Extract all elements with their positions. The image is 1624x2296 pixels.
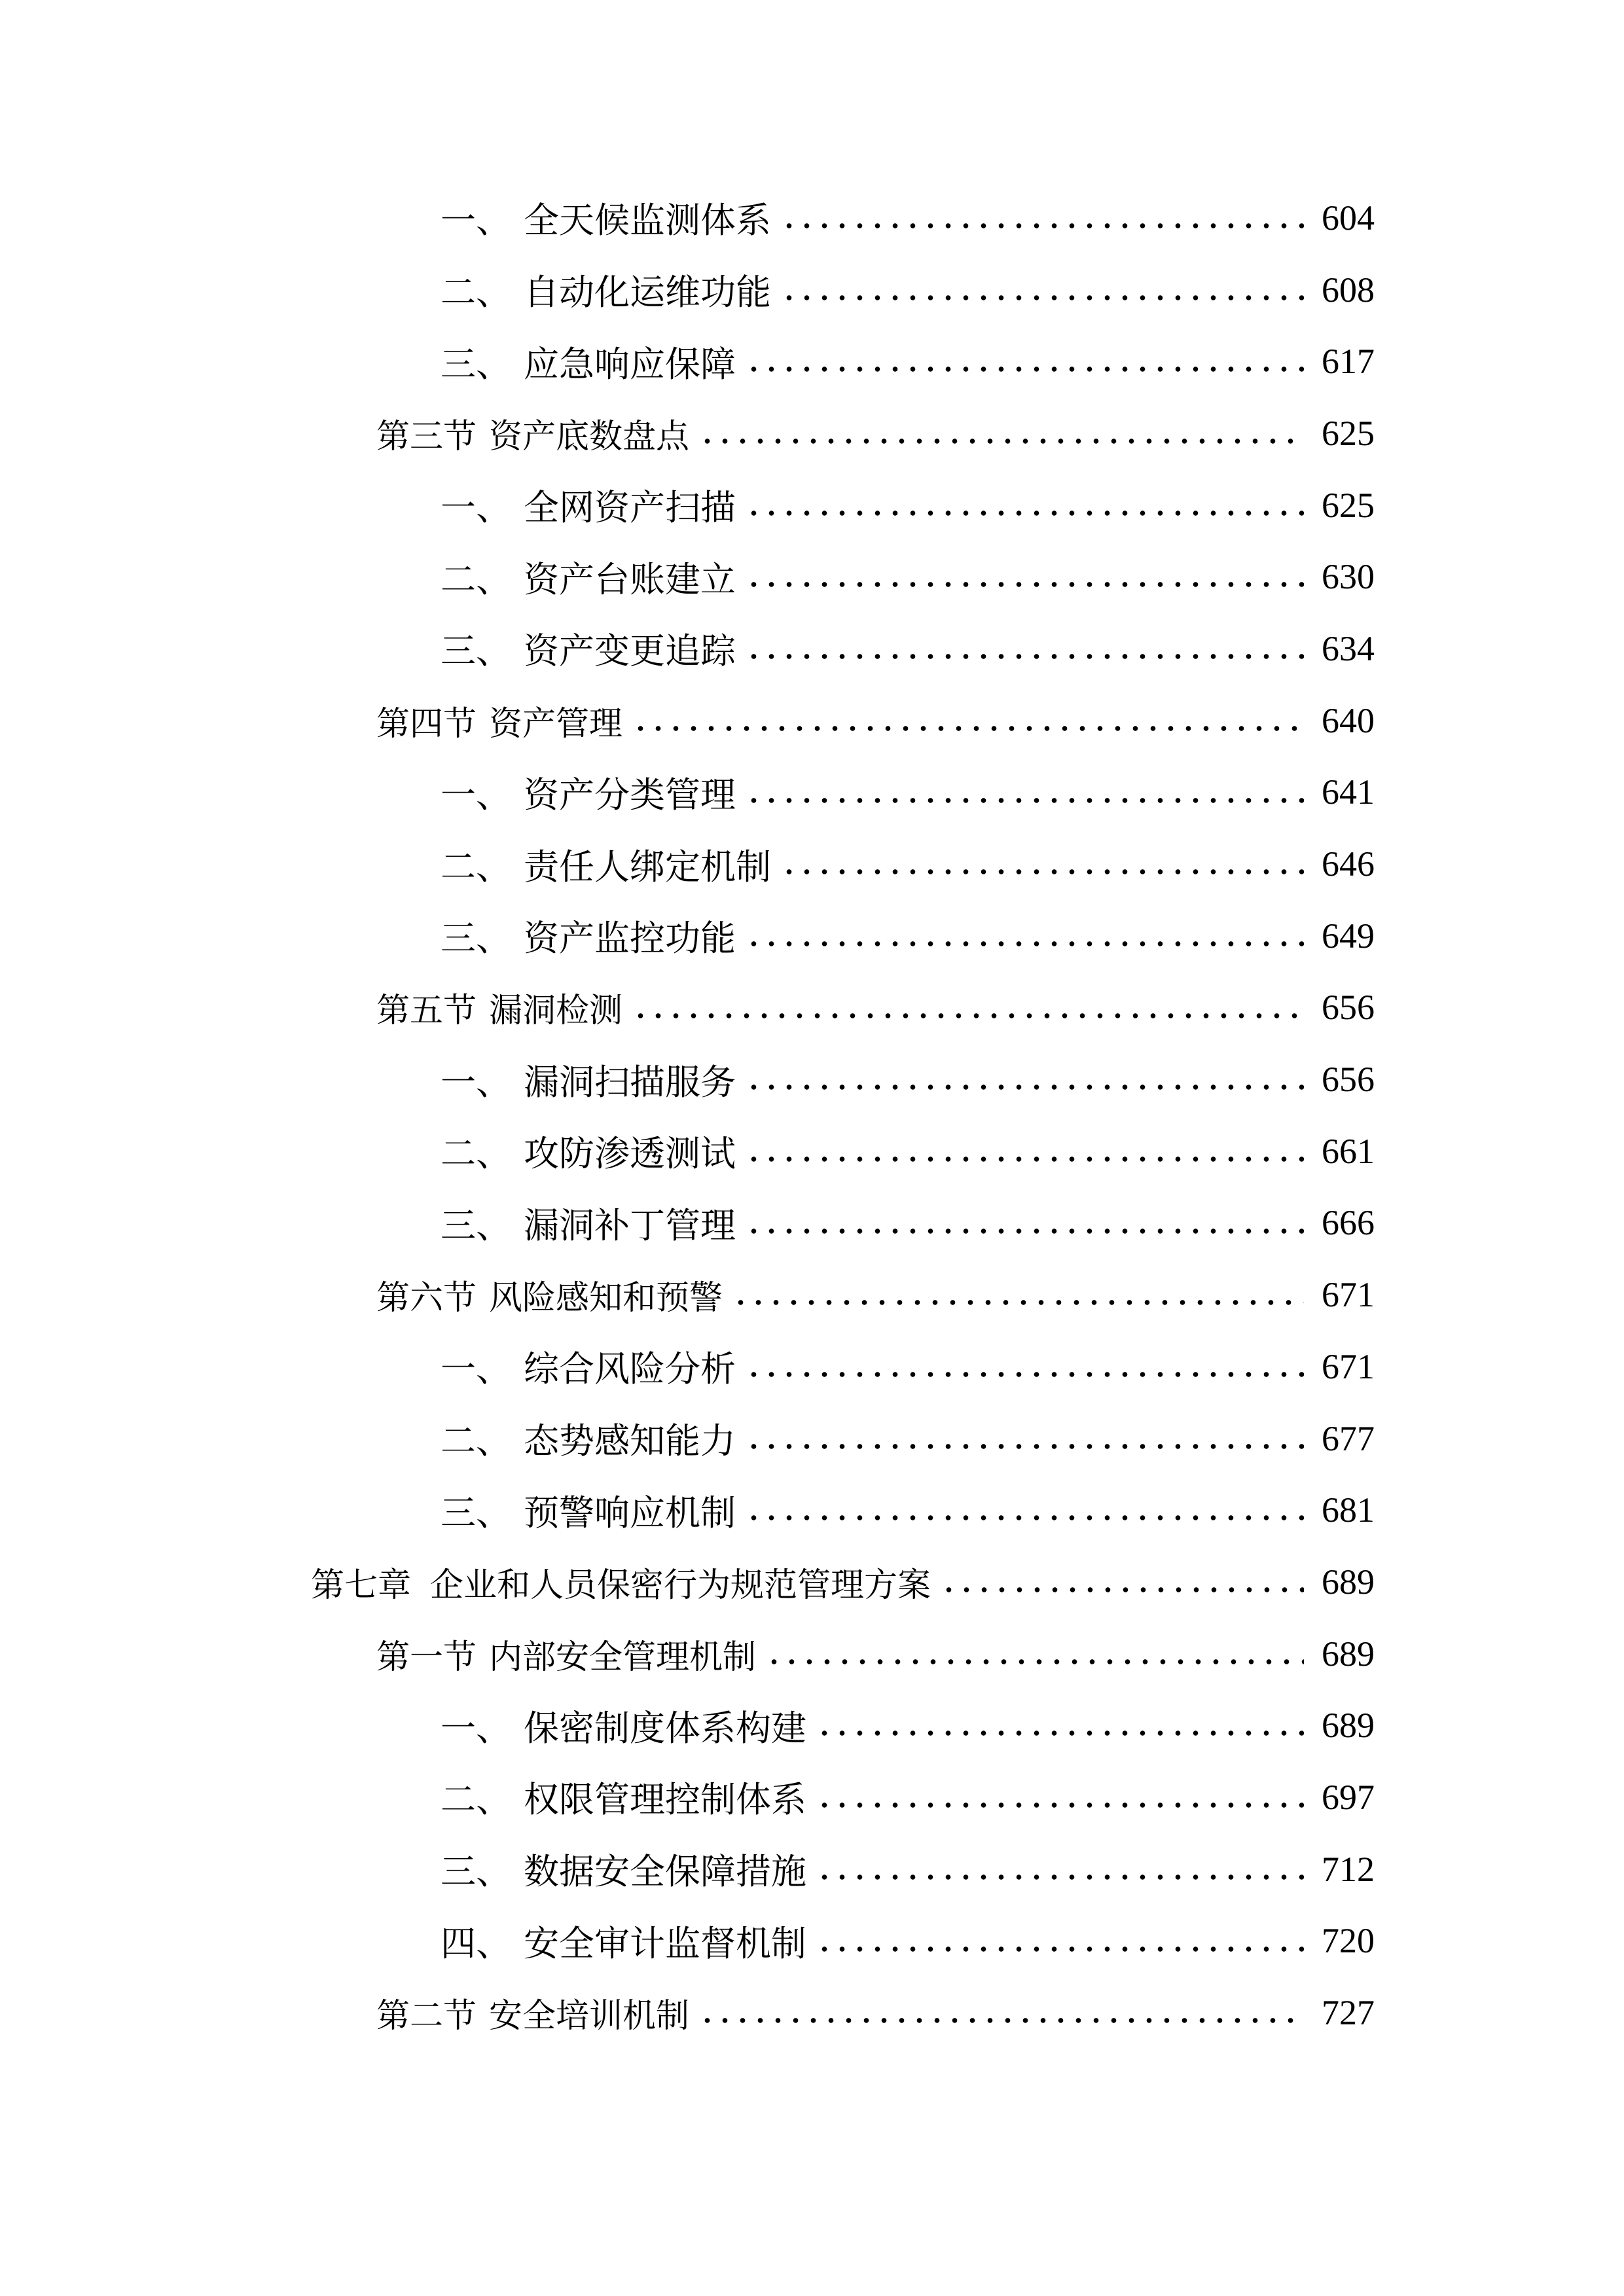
- toc-entry-title: 资产底数盘点: [489, 418, 690, 456]
- toc-entry[interactable]: [0, 182, 1624, 254]
- toc-entry[interactable]: [0, 1259, 1624, 1331]
- toc-entry-title: 资产变更追踪: [524, 632, 736, 672]
- toc-entry[interactable]: [0, 613, 1624, 685]
- toc-entry-page-number: 666: [1322, 1203, 1375, 1243]
- toc-entry[interactable]: [0, 900, 1624, 972]
- toc-entry-page-number: 617: [1322, 342, 1375, 382]
- toc-entry-label: 第六节: [376, 1280, 477, 1318]
- toc-entry-label: 一、: [441, 1350, 511, 1390]
- toc-entry-page-number: 649: [1322, 916, 1375, 956]
- toc-entry[interactable]: [0, 1833, 1624, 1905]
- toc-entry-page-number: 720: [1322, 1921, 1375, 1961]
- toc-entry-page-number: 656: [1322, 1060, 1375, 1100]
- toc-entry-page-number: 677: [1322, 1418, 1375, 1458]
- toc-entry-title: 责任人绑定机制: [524, 847, 771, 887]
- toc-entry-label: 二、: [441, 1422, 511, 1462]
- toc-leader-dots: [816, 1761, 1304, 1833]
- toc-entry-page-number: 625: [1322, 413, 1375, 453]
- toc-leader-dots: [940, 1546, 1304, 1618]
- toc-entry[interactable]: [0, 1115, 1624, 1187]
- toc-entry-title: 安全培训机制: [489, 1998, 690, 2036]
- toc-entry-label: 第七章: [311, 1567, 412, 1604]
- toc-entry-page-number: 661: [1322, 1131, 1375, 1171]
- toc-entry-label: 三、: [441, 344, 511, 384]
- toc-entry[interactable]: [0, 1403, 1624, 1475]
- toc-entry[interactable]: [0, 685, 1624, 757]
- toc-leader-dots: [732, 1259, 1304, 1331]
- toc-entry[interactable]: [0, 1474, 1624, 1546]
- toc-entry-label: 三、: [441, 632, 511, 672]
- toc-entry[interactable]: [0, 1187, 1624, 1259]
- toc-entry-label: 二、: [441, 1780, 511, 1820]
- toc-leader-dots: [745, 1474, 1304, 1546]
- toc-leader-dots: [745, 1403, 1304, 1475]
- toc-entry-page-number: 646: [1322, 844, 1375, 884]
- toc-entry-title: 全网资产扫描: [524, 488, 736, 528]
- toc-entry-label: 第三节: [376, 418, 477, 456]
- toc-entry[interactable]: [0, 469, 1624, 541]
- toc-entry-title: 全天候监测体系: [524, 201, 771, 241]
- toc-entry-label: 三、: [441, 1206, 511, 1246]
- toc-entry-title: 数据安全保障措施: [524, 1852, 806, 1892]
- toc-entry[interactable]: [0, 1546, 1624, 1618]
- toc-entry-label: 三、: [441, 1852, 511, 1892]
- toc-leader-dots: [632, 972, 1304, 1044]
- toc-leader-dots: [745, 900, 1304, 972]
- toc-entry[interactable]: [0, 1977, 1624, 2049]
- toc-entry[interactable]: [0, 1689, 1624, 1761]
- toc-entry-title: 漏洞扫描服务: [524, 1062, 736, 1102]
- toc-entry-title: 攻防渗透测试: [524, 1134, 736, 1174]
- toc-entry-label: 二、: [441, 560, 511, 600]
- toc-entry-title: 预警响应机制: [524, 1493, 736, 1533]
- toc-entry-title: 资产台账建立: [524, 560, 736, 600]
- toc-entry[interactable]: [0, 828, 1624, 900]
- toc-entry-page-number: 625: [1322, 485, 1375, 525]
- toc-entry-label: 第五节: [376, 993, 477, 1030]
- toc-entry[interactable]: [0, 541, 1624, 613]
- toc-entry-label: 二、: [441, 1134, 511, 1174]
- toc-leader-dots: [745, 1043, 1304, 1115]
- toc-leader-dots: [745, 325, 1304, 397]
- toc-entry-page-number: 641: [1322, 772, 1375, 812]
- toc-leader-dots: [780, 254, 1304, 326]
- toc-entry-page-number: 689: [1322, 1706, 1375, 1746]
- toc-entry-label: 二、: [441, 273, 511, 313]
- toc-leader-dots: [745, 469, 1304, 541]
- toc-entry-label: 一、: [441, 1062, 511, 1102]
- toc-entry-title: 应急响应保障: [524, 344, 736, 384]
- toc-entry-title: 权限管理控制体系: [524, 1780, 806, 1820]
- toc-leader-dots: [745, 1187, 1304, 1259]
- toc-entry[interactable]: [0, 254, 1624, 326]
- toc-entry-label: 第一节: [376, 1639, 477, 1676]
- toc-entry-label: 一、: [441, 488, 511, 528]
- toc-leader-dots: [816, 1689, 1304, 1761]
- toc-entry-label: 三、: [441, 1493, 511, 1533]
- toc-entry-page-number: 634: [1322, 628, 1375, 668]
- toc-entry-page-number: 608: [1322, 270, 1375, 310]
- toc-entry-page-number: 671: [1322, 1275, 1375, 1315]
- toc-leader-dots: [745, 613, 1304, 685]
- toc-entry-title: 保密制度体系构建: [524, 1708, 806, 1748]
- toc-entry-page-number: 630: [1322, 557, 1375, 597]
- toc-entry-page-number: 640: [1322, 700, 1375, 740]
- toc-leader-dots: [632, 685, 1304, 757]
- toc-leader-dots: [765, 1618, 1304, 1690]
- toc-entry-title: 安全审计监督机制: [524, 1924, 806, 1964]
- toc-entry[interactable]: [0, 397, 1624, 469]
- toc-entry-page-number: 697: [1322, 1777, 1375, 1817]
- toc-entry-title: 综合风险分析: [524, 1350, 736, 1390]
- toc-entry-page-number: 689: [1322, 1634, 1375, 1674]
- toc-entry[interactable]: [0, 325, 1624, 397]
- toc-entry[interactable]: [0, 1905, 1624, 1977]
- toc-entry-label: 一、: [441, 201, 511, 241]
- toc-entry-label: 二、: [441, 847, 511, 887]
- toc-entry[interactable]: [0, 1761, 1624, 1833]
- toc-entry-label: 第四节: [376, 706, 477, 743]
- toc-entry-label: 四、: [441, 1924, 511, 1964]
- toc-leader-dots: [745, 541, 1304, 613]
- toc-entry[interactable]: [0, 1043, 1624, 1115]
- toc-entry-page-number: 681: [1322, 1490, 1375, 1530]
- toc-entry[interactable]: [0, 1331, 1624, 1403]
- toc-entry-label: 一、: [441, 775, 511, 815]
- toc-entry-title: 漏洞补丁管理: [524, 1206, 736, 1246]
- toc-entry-page-number: 712: [1322, 1849, 1375, 1889]
- toc-entry[interactable]: [0, 1618, 1624, 1690]
- toc-entry[interactable]: [0, 972, 1624, 1044]
- toc-entry-label: 三、: [441, 919, 511, 959]
- toc-entry-page-number: 689: [1322, 1562, 1375, 1602]
- toc-leader-dots: [698, 397, 1304, 469]
- toc-entry-title: 资产管理: [489, 706, 623, 743]
- toc-entry-title: 企业和人员保密行为规范管理方案: [430, 1567, 931, 1604]
- toc-entry-title: 内部安全管理机制: [489, 1639, 757, 1676]
- toc-entry-page-number: 727: [1322, 1993, 1375, 2033]
- toc-entry[interactable]: [0, 757, 1624, 829]
- toc-entry-label: 第二节: [376, 1998, 477, 2036]
- toc-entry-title: 风险感知和预警: [489, 1280, 723, 1318]
- toc-entry-title: 资产监控功能: [524, 919, 736, 959]
- toc-entry-title: 态势感知能力: [524, 1422, 736, 1462]
- toc-entry-title: 资产分类管理: [524, 775, 736, 815]
- toc-entry-page-number: 671: [1322, 1346, 1375, 1386]
- toc-leader-dots: [745, 757, 1304, 829]
- toc-entry-title: 自动化运维功能: [524, 273, 771, 313]
- toc-entry-page-number: 656: [1322, 988, 1375, 1028]
- toc-leader-dots: [816, 1833, 1304, 1905]
- toc-leader-dots: [816, 1905, 1304, 1977]
- toc-entry-page-number: 604: [1322, 198, 1375, 238]
- toc-entry-label: 一、: [441, 1708, 511, 1748]
- toc-leader-dots: [698, 1977, 1304, 2049]
- toc-leader-dots: [745, 1331, 1304, 1403]
- toc-entry-title: 漏洞检测: [489, 993, 623, 1030]
- toc-leader-dots: [780, 828, 1304, 900]
- toc-leader-dots: [745, 1115, 1304, 1187]
- toc-leader-dots: [780, 182, 1304, 254]
